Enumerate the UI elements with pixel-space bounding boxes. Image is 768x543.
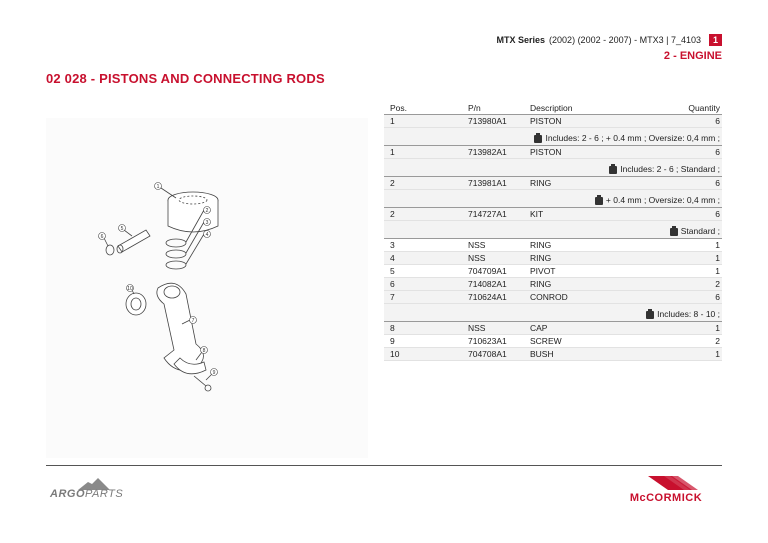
footer-divider: [46, 465, 722, 466]
callout-2: [204, 207, 211, 215]
note-icon: [646, 311, 654, 319]
table-row: [384, 348, 722, 361]
table-row: [384, 208, 722, 221]
table-body: [384, 115, 722, 361]
note-text: Includes: 8 - 10 ;: [657, 309, 720, 319]
svg-text:6: 6: [100, 234, 104, 240]
cell-quantity: 1: [715, 240, 720, 250]
cell-pn: 704708A1: [468, 349, 507, 359]
note-text: Includes: 2 - 6 ; Standard ;: [620, 164, 720, 174]
cell-pn: 714727A1: [468, 209, 507, 219]
note-text: Includes: 2 - 6 ; + 0.4 mm ; Oversize: 0,4 mm ;: [545, 133, 720, 143]
cell-pos: 5: [390, 266, 395, 276]
table-row: [384, 252, 722, 265]
cell-pos: 9: [390, 336, 395, 346]
section-name: 2 - ENGINE: [663, 50, 722, 62]
cell-pn: 710623A1: [468, 336, 507, 346]
exploded-parts-diagram: [46, 118, 368, 458]
cell-description: RING: [530, 279, 552, 289]
note-text: Standard ;: [680, 226, 720, 236]
cell-pn: NSS: [468, 323, 486, 333]
table-row: [384, 278, 722, 291]
cell-pos: 10: [390, 349, 400, 359]
cell-pos: 4: [390, 253, 395, 263]
cell-quantity: 6: [715, 178, 720, 188]
page-number: 1: [709, 34, 722, 46]
row-note: [384, 159, 722, 177]
cell-description: BUSH: [530, 349, 554, 359]
svg-text:5: 5: [120, 226, 124, 232]
svg-text:2: 2: [205, 208, 209, 214]
mccormick-logo: McCORMICK: [618, 474, 714, 506]
note-icon: [595, 197, 603, 205]
table-row: [384, 115, 722, 128]
cell-pos: 8: [390, 323, 395, 333]
table-row: [384, 291, 722, 304]
argoparts-logo: ARGOPARTS: [50, 478, 140, 504]
svg-text:4: 4: [205, 232, 209, 238]
cell-quantity: 1: [715, 323, 720, 333]
callout-10: [127, 285, 134, 293]
table-row: [384, 265, 722, 278]
cell-quantity: 6: [715, 292, 720, 302]
cell-pn: 713982A1: [468, 147, 507, 157]
cell-pn: 713980A1: [468, 116, 507, 126]
cell-pos: 2: [390, 178, 395, 188]
header-pn: P/n: [468, 102, 481, 113]
cell-description: PIVOT: [530, 266, 556, 276]
svg-text:8: 8: [202, 348, 206, 354]
callout-9: [211, 369, 218, 377]
table-row: [384, 177, 722, 190]
cell-pn: 713981A1: [468, 178, 507, 188]
page-title: 02 028 - PISTONS AND CONNECTING RODS: [46, 71, 325, 86]
cell-pos: 2: [390, 209, 395, 219]
cell-quantity: 2: [715, 279, 720, 289]
callout-5: [119, 225, 126, 233]
note-icon: [609, 166, 617, 174]
row-note: [384, 128, 722, 146]
row-note: [384, 221, 722, 239]
cell-description: RING: [530, 178, 552, 188]
callout-4: [204, 231, 211, 239]
cell-description: CAP: [530, 323, 548, 333]
cell-quantity: 1: [715, 253, 720, 263]
header-pos: Pos.: [390, 102, 408, 113]
cell-pn: NSS: [468, 253, 486, 263]
svg-text:9: 9: [212, 370, 216, 376]
callout-3: [204, 219, 211, 227]
note-icon: [670, 228, 678, 236]
cell-pos: 6: [390, 279, 395, 289]
table-row: [384, 335, 722, 348]
cell-quantity: 1: [715, 266, 720, 276]
callout-8: [201, 347, 208, 355]
cell-pos: 1: [390, 116, 395, 126]
cell-pn: NSS: [468, 240, 486, 250]
cell-description: RING: [530, 240, 552, 250]
cell-description: RING: [530, 253, 552, 263]
cell-pos: 3: [390, 240, 395, 250]
table-row: [384, 322, 722, 335]
cell-description: PISTON: [530, 147, 562, 157]
table-header: [384, 101, 722, 115]
series-detail: (2002) (2002 - 2007) - MTX3 | 7_4103: [549, 35, 701, 45]
svg-text:3: 3: [205, 220, 209, 226]
cell-description: PISTON: [530, 116, 562, 126]
note-icon: [534, 135, 542, 143]
cell-quantity: 6: [715, 116, 720, 126]
cell-quantity: 6: [715, 147, 720, 157]
callout-1: [155, 183, 162, 191]
cell-pos: 7: [390, 292, 395, 302]
row-note: [384, 304, 722, 322]
callout-6: [99, 233, 106, 241]
cell-pn: 714082A1: [468, 279, 507, 289]
cell-pos: 1: [390, 147, 395, 157]
header-description: Description: [530, 102, 573, 113]
table-row: [384, 239, 722, 252]
svg-text:10: 10: [127, 286, 133, 292]
svg-text:1: 1: [156, 184, 160, 190]
series-label: MTX Series: [496, 35, 546, 45]
cell-description: SCREW: [530, 336, 562, 346]
cell-quantity: 1: [715, 349, 720, 359]
header-quantity: Quantity: [688, 102, 720, 113]
cell-description: CONROD: [530, 292, 568, 302]
parts-table: [384, 101, 722, 361]
cell-pn: 704709A1: [468, 266, 507, 276]
cell-description: KIT: [530, 209, 544, 219]
row-note: [384, 190, 722, 208]
callout-7: [190, 317, 197, 325]
svg-text:7: 7: [191, 318, 195, 324]
cell-pn: 710624A1: [468, 292, 507, 302]
series-header: [497, 34, 722, 46]
note-text: + 0.4 mm ; Oversize: 0,4 mm ;: [605, 195, 720, 205]
table-row: [384, 146, 722, 159]
cell-quantity: 6: [715, 209, 720, 219]
cell-quantity: 2: [715, 336, 720, 346]
